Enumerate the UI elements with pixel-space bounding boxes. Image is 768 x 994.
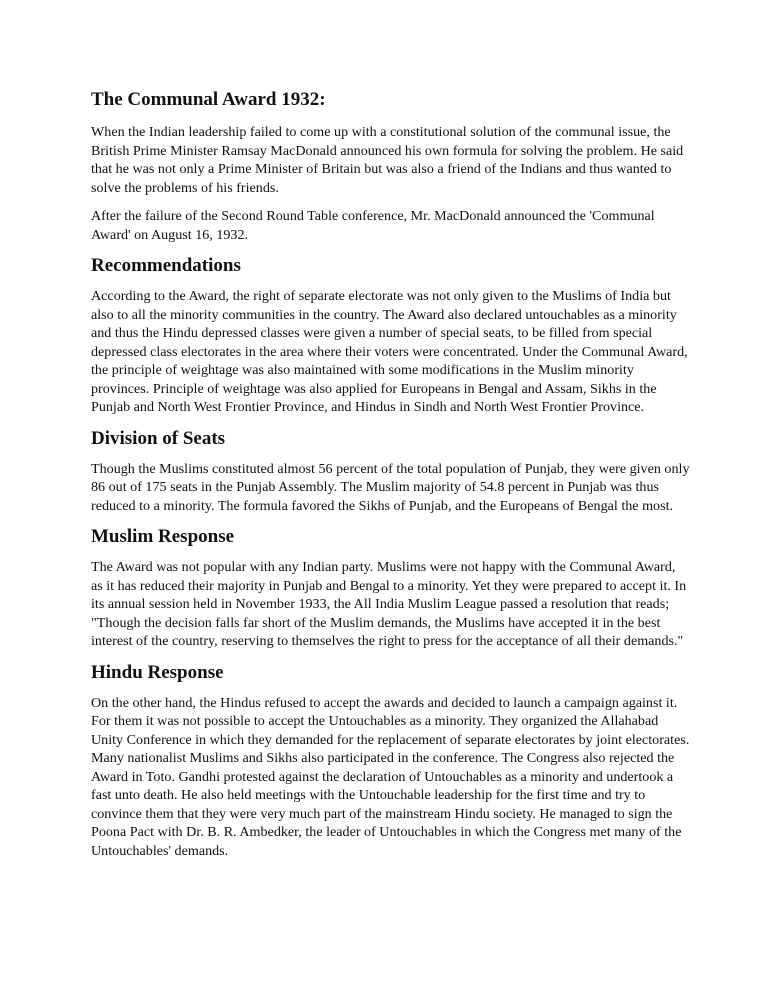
text-line: Punjab and North West Frontier Province, and Hindus in Sindh and North West Frontier Province. xyxy=(91,399,645,415)
text-line: and thus the Hindu depressed classes were given a number of special seats, to be filled from special xyxy=(91,325,653,341)
text-line: According to the Award, the right of separate electorate was not only given to the Muslims of India but xyxy=(91,288,671,304)
text-line: provinces. Principle of weightage was also applied for Europeans in Bengal and Assam, Sikhs in the xyxy=(91,380,657,397)
text-line: as it has reduced their majority in Punjab and Bengal to a minority. Yet they were prepared to accept it. In xyxy=(91,577,687,594)
text-line: On the other hand, the Hindus refused to accept the awards and decided to launch a campaign against it. xyxy=(91,694,678,711)
text-line: Award' on August 16, 1932. xyxy=(91,226,249,243)
sections-container xyxy=(91,254,690,860)
section-heading-muslim-response: Muslim Response xyxy=(91,526,235,547)
text-line: The Award was not popular with any Indian party. Muslims were not happy with the Communal Award, xyxy=(91,559,676,575)
text-line: the principle of weightage was also maintained with some modifications in the Muslim minority xyxy=(91,362,634,378)
section-heading-recommendations: Recommendations xyxy=(91,255,241,276)
document-title: The Communal Award 1932: xyxy=(91,89,326,110)
text-line: "Though the decision falls far short of the Muslim demands, the Muslims have accepted it in the best xyxy=(91,614,661,631)
section-heading-hindu-response: Hindu Response xyxy=(91,661,224,683)
text-line: Though the Muslims constituted almost 56 percent of the total population of Punjab, they were given only xyxy=(91,460,690,477)
text-line: British Prime Minister Ramsay MacDonald announced his own formula for solving the problem. He said xyxy=(91,142,684,159)
text-line: Poona Pact with Dr. B. R. Ambedker, the leader of Untouchables in which the Congress met many of the xyxy=(91,824,682,840)
text-line: also to all the minority communities in the country. The Award also declared untouchables as a minority xyxy=(91,306,677,323)
text-line: interest of the country, reserving to themselves the right to press for the acceptance of all their demands." xyxy=(91,633,684,649)
text-line: that he was not only a Prime Minister of Britain but was also a friend of the Indians and thus wanted to xyxy=(91,161,672,177)
text-line: solve the problems of his friends. xyxy=(91,179,279,196)
text-line: Untouchables' demands. xyxy=(91,842,229,859)
text-line: fast unto death. He also held meetings with the Untouchable leadership for the first time and try to xyxy=(91,787,646,803)
section-paragraph-muslim-response xyxy=(91,558,690,651)
text-line: depressed class electorates in the area where their voters were concentrated. Under the Communal Award, xyxy=(91,343,688,360)
text-line: convince them that they were very much part of the mainstream Hindu society. He managed to sign the xyxy=(91,805,673,822)
text-line: Award in Toto. Gandhi protested against the declaration of Untouchables as a minority and undertook a xyxy=(91,768,674,785)
intro-paragraph xyxy=(91,123,690,197)
text-line: 86 out of 175 seats in the Punjab Assembly. The Muslim majority of 54.8 percent in Punjab was thus xyxy=(91,479,660,495)
text-line: Many nationalist Muslims and Sikhs also participated in the conference. The Congress also rejected the xyxy=(91,750,675,766)
text-line: When the Indian leadership failed to come up with a constitutional solution of the communal issue, the xyxy=(91,124,671,140)
text-line: reduced to a minority. The formula favored the Sikhs of Punjab, and the Europeans of Bengal the most. xyxy=(91,497,674,514)
section-heading-division-of-seats: Division of Seats xyxy=(91,427,226,449)
intro-paragraph xyxy=(91,207,690,244)
intro-section xyxy=(91,123,690,244)
text-line: its annual session held in November 1933, the All India Muslim League passed a resolution that reads; xyxy=(91,596,670,612)
text-line: Unity Conference in which they demanded for the replacement of separate electorates by joint electorates. xyxy=(91,731,690,748)
section-paragraph-division-of-seats xyxy=(91,460,690,516)
section-paragraph-recommendations xyxy=(91,287,690,417)
section-paragraph-hindu-response xyxy=(91,694,690,861)
text-line: After the failure of the Second Round Table conference, Mr. MacDonald announced the 'Communal xyxy=(91,208,655,224)
text-line: For them it was not possible to accept the Untouchables as a minority. They organized the Allahabad xyxy=(91,713,659,729)
